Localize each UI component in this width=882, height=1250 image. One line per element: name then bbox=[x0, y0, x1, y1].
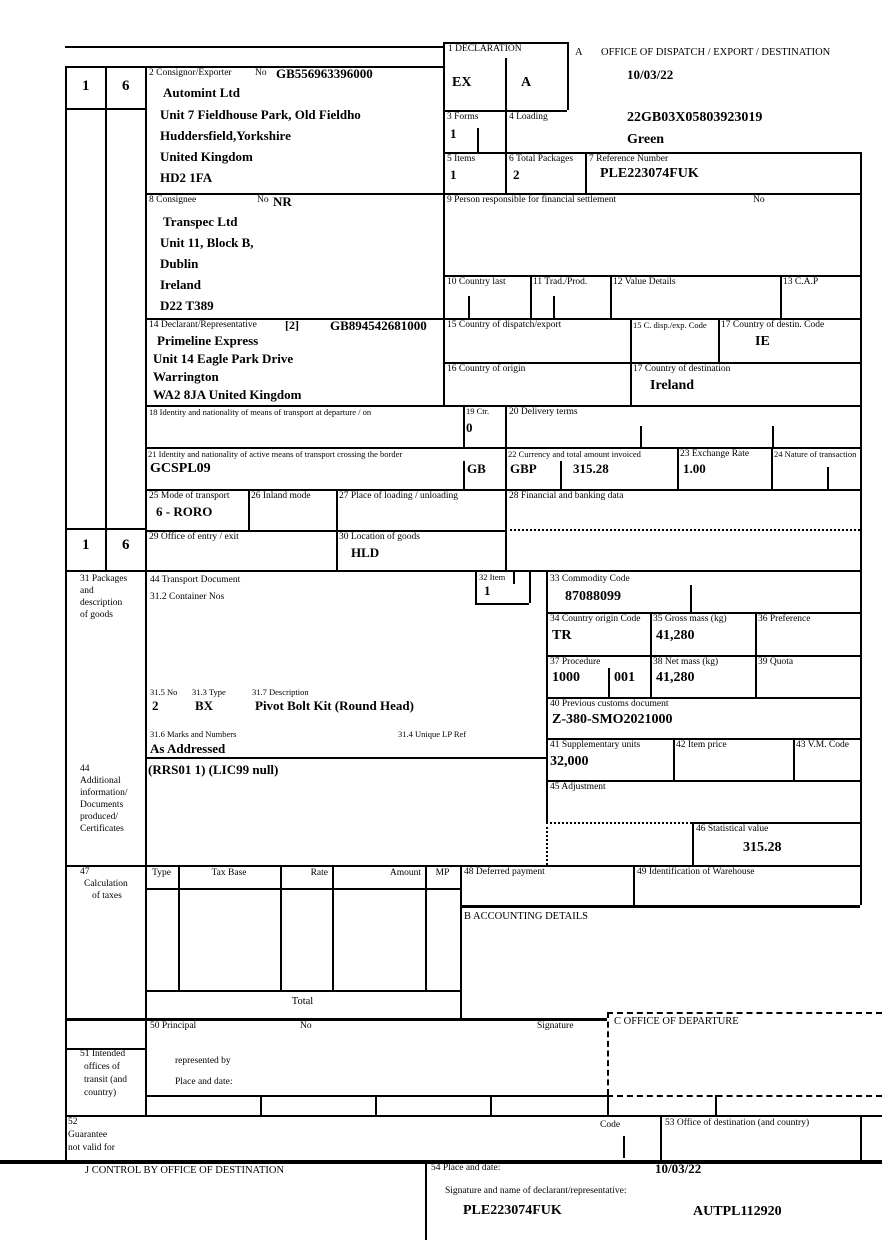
grid-line bbox=[546, 822, 548, 865]
box51-label-line: transit (and bbox=[84, 1075, 128, 1085]
transport-border-nationality: GB bbox=[467, 461, 486, 476]
box20-delivery-terms-label: 20 Delivery terms bbox=[509, 407, 578, 417]
grid-line bbox=[145, 447, 860, 449]
consignee-address-line: D22 T389 bbox=[160, 298, 214, 313]
grid-line bbox=[443, 275, 860, 277]
section-b-accounting-label: B ACCOUNTING DETAILS bbox=[464, 911, 588, 922]
box15-dispatch-country-label: 15 Country of dispatch/export bbox=[447, 320, 562, 330]
box31-7-description-label: 31.7 Description bbox=[252, 687, 309, 697]
goods-location-value: HLD bbox=[351, 545, 380, 560]
box32-item-label: 32 Item bbox=[479, 572, 506, 582]
grid-line bbox=[780, 275, 782, 318]
box44-label-line: 44 bbox=[80, 764, 90, 774]
section-a-mrn: 22GB03X05803923019 bbox=[627, 110, 763, 125]
grid-line bbox=[463, 405, 465, 447]
grid-line bbox=[546, 697, 860, 699]
destin-code-value: IE bbox=[755, 334, 770, 349]
commodity-code-value: 87088099 bbox=[565, 589, 621, 604]
signature-name-label: Signature and name of declarant/representative: bbox=[445, 1186, 627, 1196]
box50-no-label: No bbox=[300, 1021, 312, 1031]
grid-line bbox=[860, 1115, 862, 1160]
consignee-address-line: Transpec Ltd bbox=[163, 214, 238, 229]
grid-line bbox=[546, 822, 692, 824]
procedure-value: 1000 bbox=[552, 670, 580, 685]
grid-line bbox=[715, 1095, 717, 1115]
box43-vm-code-label: 43 V.M. Code bbox=[796, 740, 849, 750]
box47-label-line: 47 bbox=[80, 867, 90, 877]
box42-item-price-label: 42 Item price bbox=[676, 740, 727, 750]
box23-exchange-rate-label: 23 Exchange Rate bbox=[680, 449, 750, 459]
box9-financial-label: 9 Person responsible for financial settlement bbox=[447, 195, 617, 205]
tax-header-mp: MP bbox=[435, 868, 450, 878]
box44-label-line: produced/ bbox=[80, 812, 118, 822]
box21-transport-border-label: 21 Identity and nationality of active means of transport crossing the border bbox=[148, 449, 403, 459]
declaration-subtype: A bbox=[521, 75, 532, 90]
box31-3-type-label: 31.3 Type bbox=[192, 687, 226, 697]
grid-line bbox=[827, 467, 829, 489]
grid-line bbox=[105, 66, 107, 570]
declarant-address-line: Warrington bbox=[153, 369, 219, 384]
grid-line bbox=[771, 447, 773, 489]
box34-origin-code-label: 34 Country origin Code bbox=[550, 614, 641, 624]
grid-line bbox=[145, 757, 546, 759]
box5-items-label: 5 Items bbox=[447, 154, 476, 164]
consignee-id: NR bbox=[273, 194, 292, 209]
total-packages-value: 2 bbox=[513, 167, 520, 182]
grid-line bbox=[145, 489, 860, 491]
box37-procedure-label: 37 Procedure bbox=[550, 657, 601, 667]
box52-label-line: 52 bbox=[68, 1117, 78, 1127]
grid-line bbox=[530, 275, 532, 318]
box44-transport-doc-label: 44 Transport Document bbox=[150, 575, 241, 585]
box46-statistical-label: 46 Statistical value bbox=[696, 824, 769, 834]
box16-origin-country-label: 16 Country of origin bbox=[447, 364, 526, 374]
box12-value-details-label: 12 Value Details bbox=[613, 277, 676, 287]
grid-line bbox=[65, 570, 860, 572]
grid-line bbox=[546, 612, 860, 614]
grid-line bbox=[260, 1095, 262, 1115]
item-number-value: 1 bbox=[484, 583, 491, 598]
marks-value: As Addressed bbox=[150, 741, 226, 756]
exchange-rate-value: 1.00 bbox=[683, 461, 706, 476]
box44-label-line: Certificates bbox=[80, 824, 124, 834]
copy-number-right-bottom: 6 bbox=[122, 537, 130, 553]
box29-entry-office-label: 29 Office of entry / exit bbox=[149, 532, 239, 542]
consignee-address-line: Ireland bbox=[160, 277, 201, 292]
box2-no-label: No bbox=[255, 68, 267, 78]
copy-number-right-top: 6 bbox=[122, 78, 130, 94]
box41-supp-units-label: 41 Supplementary units bbox=[550, 740, 641, 750]
grid-line bbox=[505, 58, 507, 110]
section-j-control-label: J CONTROL BY OFFICE OF DESTINATION bbox=[85, 1165, 285, 1176]
box44-label-line: information/ bbox=[80, 788, 128, 798]
box9-no-label: No bbox=[753, 195, 765, 205]
copy-number-left-bottom: 1 bbox=[82, 537, 90, 553]
grid-line bbox=[630, 318, 632, 405]
box19-ctr-label: 19 Ctr. bbox=[466, 406, 490, 416]
grid-line bbox=[772, 426, 774, 447]
net-mass-value: 41,280 bbox=[656, 670, 695, 685]
declaration-type: EX bbox=[452, 75, 472, 90]
reference-value: PLE223074FUK bbox=[600, 166, 699, 181]
declarant-address-line: Unit 14 Eagle Park Drive bbox=[153, 351, 294, 366]
grid-line bbox=[145, 66, 147, 1115]
box17-destination-label: 17 Country of destination bbox=[633, 364, 731, 374]
box31-label-line: of goods bbox=[80, 610, 113, 620]
grid-line bbox=[477, 128, 479, 152]
grid-line bbox=[505, 405, 507, 570]
box31-5-no-label: 31.5 No bbox=[150, 687, 178, 697]
box26-inland-mode-label: 26 Inland mode bbox=[251, 491, 311, 501]
box31-label-line: 31 Packages bbox=[80, 574, 128, 584]
section-a-date: 10/03/22 bbox=[627, 67, 674, 82]
box3-forms-label: 3 Forms bbox=[447, 112, 479, 122]
consignor-address-line: Automint Ltd bbox=[163, 85, 240, 100]
section-a-routing: Green bbox=[627, 132, 665, 147]
tax-header-type: Type bbox=[152, 868, 171, 878]
consignor-eori: GB556963396000 bbox=[276, 66, 373, 81]
grid-line bbox=[513, 572, 515, 584]
consignor-address-line: Huddersfield,Yorkshire bbox=[160, 128, 291, 143]
grid-line bbox=[585, 152, 587, 193]
grid-line bbox=[460, 865, 462, 1018]
transport-mode-value: 6 - RORO bbox=[156, 504, 213, 519]
grid-line bbox=[505, 110, 507, 193]
grid-line bbox=[248, 489, 250, 530]
box25-transport-mode-label: 25 Mode of transport bbox=[149, 491, 230, 501]
grid-line bbox=[475, 603, 529, 605]
box36-preference-label: 36 Preference bbox=[758, 614, 811, 624]
grid-line bbox=[546, 570, 548, 822]
box54-place-date-label: 54 Place and date: bbox=[431, 1163, 501, 1173]
box10-country-last-label: 10 Country last bbox=[447, 277, 506, 287]
grid-line bbox=[607, 1095, 609, 1115]
grid-line bbox=[443, 362, 860, 364]
box13-cap-label: 13 C.A.P bbox=[783, 277, 819, 287]
destination-value: Ireland bbox=[650, 378, 695, 393]
box52-code-label: Code bbox=[600, 1120, 621, 1130]
grid-line bbox=[65, 66, 67, 1160]
transport-border-value: GCSPL09 bbox=[150, 461, 211, 476]
grid-line bbox=[718, 318, 720, 362]
grid-line bbox=[145, 888, 460, 890]
forms-value: 1 bbox=[450, 126, 457, 141]
grid-line bbox=[65, 1048, 145, 1050]
box40-previous-doc-label: 40 Previous customs document bbox=[550, 699, 669, 709]
box28-financial-banking-label: 28 Financial and banking data bbox=[509, 491, 624, 501]
declarant-code-value: AUTPL112920 bbox=[693, 1204, 782, 1219]
box53-dest-office-label: 53 Office of destination (and country) bbox=[665, 1118, 810, 1128]
items-value: 1 bbox=[450, 167, 457, 182]
grid-line bbox=[529, 570, 531, 603]
represented-by-label: represented by bbox=[175, 1056, 231, 1066]
box54-date-value: 10/03/22 bbox=[655, 1161, 702, 1176]
grid-line bbox=[280, 865, 282, 990]
tax-total-label: Total bbox=[291, 996, 314, 1007]
grid-line bbox=[546, 655, 860, 657]
box14-declarant-label: 14 Declarant/Representative bbox=[149, 320, 257, 330]
ctr-value: 0 bbox=[466, 420, 473, 435]
box50-principal-label: 50 Principal bbox=[150, 1021, 197, 1031]
box52-label-line: not valid for bbox=[68, 1143, 115, 1153]
grid-line bbox=[460, 905, 860, 908]
grid-line bbox=[332, 865, 334, 990]
grid-line bbox=[145, 990, 460, 992]
box11-trad-prod-label: 11 Trad./Prod. bbox=[533, 277, 588, 287]
box15b-dispatch-code-label: 15 C. disp./exp. Code bbox=[633, 320, 707, 330]
section-c-departure-label: C OFFICE OF DEPARTURE bbox=[614, 1016, 739, 1027]
grid-line bbox=[640, 426, 642, 447]
box6-total-packages-label: 6 Total Packages bbox=[509, 154, 574, 164]
box51-label-line: country) bbox=[84, 1088, 117, 1098]
box22-currency-label: 22 Currency and total amount invoiced bbox=[508, 449, 641, 459]
box27-loading-place-label: 27 Place of loading / unloading bbox=[339, 491, 458, 501]
previous-doc-value: Z-380-SMO2021000 bbox=[552, 712, 673, 727]
box8-consignee-label: 8 Consignee bbox=[149, 195, 197, 205]
box2-consignor-label: 2 Consignor/Exporter bbox=[149, 68, 232, 78]
origin-code-value: TR bbox=[552, 628, 572, 643]
grid-line bbox=[623, 1136, 625, 1158]
declarant-address-line: WA2 8JA United Kingdom bbox=[153, 387, 302, 402]
grid-line bbox=[475, 570, 477, 603]
additional-info-value: (RRS01 1) (LIC99 null) bbox=[148, 762, 279, 777]
declarant-address-line: Primeline Express bbox=[157, 333, 259, 348]
box24-transaction-label: 24 Nature of transaction bbox=[774, 449, 857, 459]
box31-label-line: and bbox=[80, 586, 94, 596]
box51-label-line: 51 Intended bbox=[80, 1049, 126, 1059]
grid-line bbox=[65, 865, 860, 867]
box49-warehouse-label: 49 Identification of Warehouse bbox=[637, 867, 755, 877]
box8-no-label: No bbox=[257, 195, 269, 205]
box31-label-line: description bbox=[80, 598, 123, 608]
grid-line bbox=[145, 530, 505, 532]
currency-code: GBP bbox=[510, 461, 537, 476]
box31-2-container-label: 31.2 Container Nos bbox=[150, 592, 225, 602]
copy-number-left-top: 1 bbox=[82, 78, 90, 94]
grid-line bbox=[145, 193, 860, 195]
box47-label-line: Calculation bbox=[84, 879, 128, 889]
box31-6-marks-label: 31.6 Marks and Numbers bbox=[150, 729, 237, 739]
grid-line bbox=[633, 865, 635, 905]
section-a-label: OFFICE OF DISPATCH / EXPORT / DESTINATION bbox=[601, 47, 831, 58]
grid-line bbox=[425, 865, 427, 990]
grid-line bbox=[607, 1012, 882, 1014]
consignor-address-line: HD2 1FA bbox=[160, 170, 213, 185]
grid-line bbox=[443, 42, 567, 44]
goods-description-value: Pivot Bolt Kit (Round Head) bbox=[255, 698, 414, 713]
tax-header-amount: Amount bbox=[389, 868, 421, 878]
consignor-address-line: Unit 7 Fieldhouse Park, Old Fieldho bbox=[160, 107, 361, 122]
consignee-address-line: Unit 11, Block B, bbox=[160, 235, 254, 250]
grid-line bbox=[692, 822, 694, 865]
box44-label-line: Additional bbox=[80, 776, 121, 786]
declarant-reference-value: PLE223074FUK bbox=[463, 1203, 562, 1218]
box35-gross-mass-label: 35 Gross mass (kg) bbox=[653, 614, 727, 624]
grid-line bbox=[607, 1095, 882, 1097]
box4-loading-label: 4 Loading bbox=[509, 112, 548, 122]
package-count-value: 2 bbox=[152, 698, 159, 713]
box17a-destin-code-label: 17 Country of destin. Code bbox=[721, 320, 825, 330]
package-type-value: BX bbox=[195, 698, 214, 713]
supp-units-value: 32,000 bbox=[550, 754, 589, 769]
box30-goods-location-label: 30 Location of goods bbox=[339, 532, 421, 542]
box31-4-lp-ref-label: 31.4 Unique LP Ref bbox=[398, 729, 467, 739]
consignor-address-line: United Kingdom bbox=[160, 149, 253, 164]
box39-quota-label: 39 Quota bbox=[758, 657, 794, 667]
box18-transport-departure-label: 18 Identity and nationality of means of transport at departure / on bbox=[149, 407, 372, 417]
grid-line bbox=[178, 865, 180, 990]
procedure-value2: 001 bbox=[614, 670, 635, 685]
currency-amount: 315.28 bbox=[573, 461, 609, 476]
grid-line bbox=[660, 1115, 662, 1160]
grid-line bbox=[336, 489, 338, 570]
grid-line bbox=[468, 296, 470, 318]
box1-declaration-label: 1 DECLARATION bbox=[448, 44, 522, 54]
grid-line bbox=[607, 1012, 609, 1095]
grid-line bbox=[0, 1160, 882, 1164]
section-a-letter: A bbox=[575, 47, 583, 58]
box38-net-mass-label: 38 Net mass (kg) bbox=[653, 657, 719, 667]
grid-line bbox=[793, 738, 795, 780]
grid-line bbox=[650, 612, 652, 697]
consignee-address-line: Dublin bbox=[160, 256, 199, 271]
box48-deferred-label: 48 Deferred payment bbox=[464, 867, 545, 877]
grid-line bbox=[755, 612, 757, 697]
declarant-code: [2] bbox=[285, 318, 299, 332]
box47-label-line: of taxes bbox=[92, 891, 122, 901]
grid-line bbox=[505, 529, 860, 531]
grid-line bbox=[546, 738, 860, 740]
grid-line bbox=[375, 1095, 377, 1115]
grid-line bbox=[690, 585, 692, 612]
grid-line bbox=[546, 780, 860, 782]
box50-signature-label: Signature bbox=[537, 1021, 574, 1031]
grid-line bbox=[567, 42, 569, 110]
statistical-value: 315.28 bbox=[743, 840, 782, 855]
box44-label-line: Documents bbox=[80, 800, 124, 810]
place-and-date-label: Place and date: bbox=[175, 1077, 233, 1087]
grid-line bbox=[65, 1115, 882, 1117]
box33-commodity-label: 33 Commodity Code bbox=[550, 574, 630, 584]
grid-line bbox=[443, 42, 445, 405]
grid-line bbox=[65, 66, 443, 68]
grid-line bbox=[692, 822, 860, 824]
grid-line bbox=[145, 405, 860, 407]
grid-line bbox=[65, 46, 443, 48]
declarant-eori: GB894542681000 bbox=[330, 318, 427, 333]
box52-label-line: Guarantee bbox=[68, 1130, 108, 1140]
grid-line bbox=[673, 738, 675, 780]
grid-line bbox=[425, 1160, 427, 1240]
grid-line bbox=[553, 296, 555, 318]
tax-header-base: Tax Base bbox=[211, 868, 247, 878]
grid-line bbox=[677, 447, 679, 489]
grid-line bbox=[608, 668, 610, 697]
grid-line bbox=[610, 275, 612, 318]
grid-line bbox=[145, 318, 860, 320]
box7-reference-label: 7 Reference Number bbox=[589, 154, 669, 164]
grid-line bbox=[560, 461, 562, 489]
box45-adjustment-label: 45 Adjustment bbox=[550, 782, 606, 792]
grid-line bbox=[860, 152, 862, 905]
grid-line bbox=[490, 1095, 492, 1115]
gross-mass-value: 41,280 bbox=[656, 628, 695, 643]
grid-line bbox=[463, 461, 465, 489]
box51-label-line: offices of bbox=[84, 1062, 120, 1072]
tax-header-rate: Rate bbox=[310, 868, 328, 878]
